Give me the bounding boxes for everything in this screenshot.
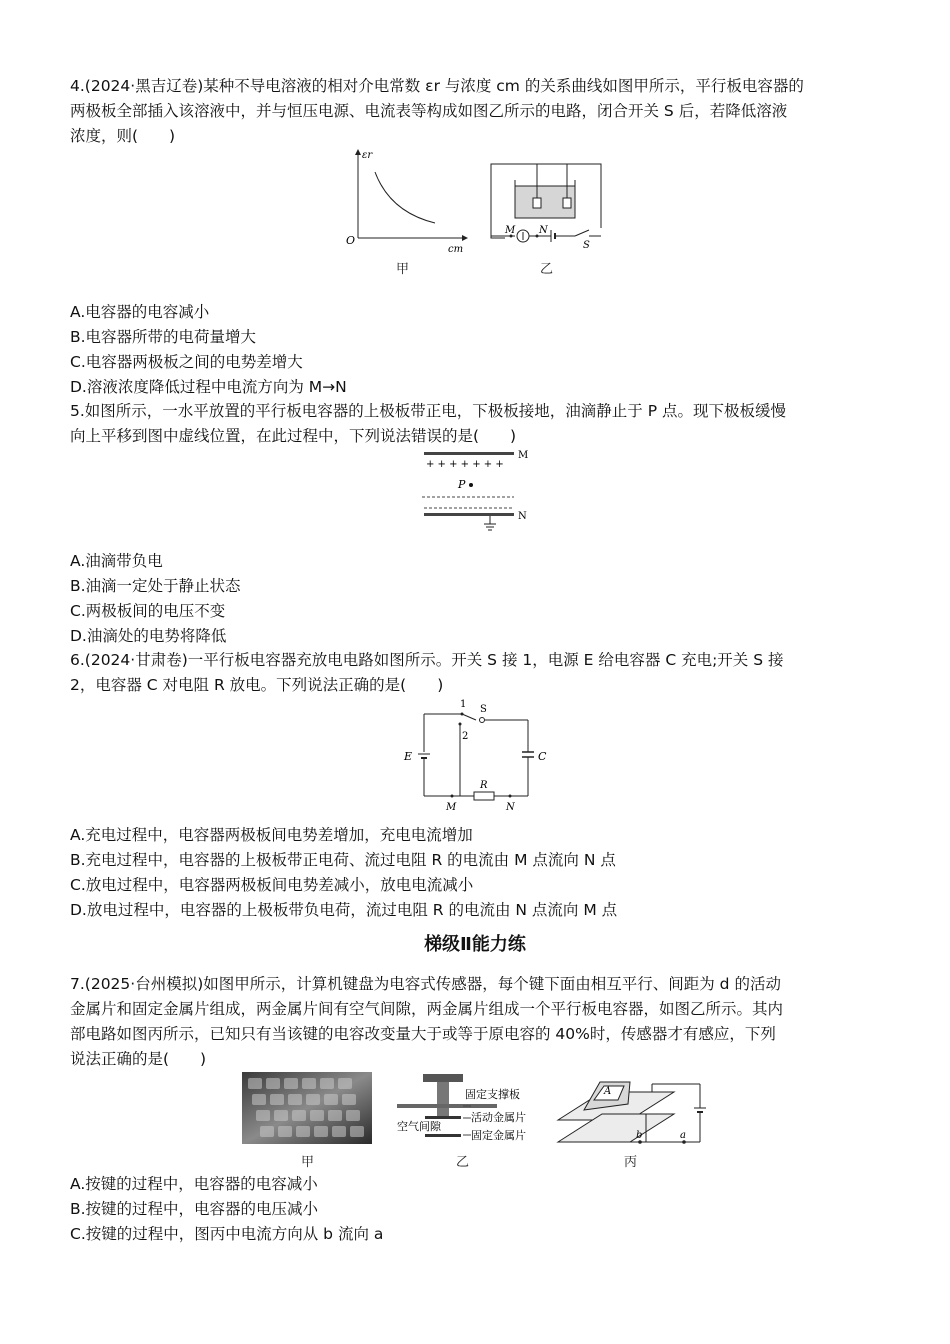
q6-option-d: D.放电过程中，电容器的上极板带负电荷，流过电阻 R 的电流由 N 点流向 M 点 xyxy=(70,901,618,919)
q6-label-m: M xyxy=(446,802,457,813)
q4-x-axis-label: cm xyxy=(448,244,464,255)
q7-key-structure xyxy=(395,1072,545,1148)
q6-label-n: N xyxy=(506,802,515,813)
q7-caption-a: 甲 xyxy=(301,1155,315,1170)
q7-option-b: B.按键的过程中，电容器的电压减小 xyxy=(70,1200,319,1218)
q4-label-m: M xyxy=(505,225,516,236)
q5-option-b: B.油滴一定处于静止状态 xyxy=(70,577,241,595)
q4-label-n: N xyxy=(539,225,548,236)
q7-label-fixed-support: 固定支撑板 xyxy=(465,1088,520,1101)
q7-line-4: 说法正确的是( ) xyxy=(70,1050,207,1068)
q5-option-d: D.油滴处的电势将降低 xyxy=(70,627,227,645)
q5-figure-capacitor xyxy=(418,446,538,532)
q5-line-1: 5.如图所示，一水平放置的平行板电容器的上极板带正电，下极板接地，油滴静止于 P 点。现下极板缓慢 xyxy=(70,402,786,420)
q4-option-a: A.电容器的电容减小 xyxy=(70,303,210,321)
q4-line-1: 4.(2024·黑吉辽卷)某种不导电溶液的相对介电常数 εr 与浓度 cm 的关系曲线如图甲所示，平行板电容器的 xyxy=(70,77,804,95)
q6-label-s: S xyxy=(480,704,487,715)
q7-label-key-a: A xyxy=(604,1086,612,1097)
q7-caption-c: 丙 xyxy=(624,1155,638,1170)
q5-label-n: N xyxy=(518,511,527,522)
q4-figure-circuit xyxy=(485,160,615,250)
q6-option-c: C.放电过程中，电容器两极板间电势差减小，放电电流减小 xyxy=(70,876,474,894)
section-heading: 梯级Ⅱ能力练 xyxy=(424,934,526,955)
q7-line-2: 金属片和固定金属片组成，两金属片间有空气间隙，两金属片组成一个平行板电容器，如图乙所示。其内 xyxy=(70,1000,784,1018)
q5-option-a: A.油滴带负电 xyxy=(70,552,163,570)
q4-option-c: C.电容器两极板之间的电势差增大 xyxy=(70,353,303,371)
q7-keyboard-photo xyxy=(242,1072,372,1144)
q4-origin-label: O xyxy=(346,234,356,247)
q5-label-m: M xyxy=(518,450,529,461)
q6-label-2: 2 xyxy=(462,731,469,742)
q7-line-1: 7.(2025·台州模拟)如图甲所示，计算机键盘为电容式传感器，每个键下面由相互平行、间距为 d 的活动 xyxy=(70,975,781,993)
q4-line-3: 浓度，则( ) xyxy=(70,127,176,145)
q7-option-a: A.按键的过程中，电容器的电容减小 xyxy=(70,1175,318,1193)
q6-label-1: 1 xyxy=(460,699,467,710)
q7-label-air-gap: 空气间隙 xyxy=(397,1120,441,1133)
q6-line-1: 6.(2024·甘肃卷)一平行板电容器充放电电路如图所示。开关 S 接 1，电源 E 给电容器 C 充电;开关 S 接 xyxy=(70,651,784,669)
q7-label-fixed-plate: 固定金属片 xyxy=(471,1129,526,1142)
q6-label-e: E xyxy=(404,750,413,763)
q6-label-r: R xyxy=(480,780,488,791)
q4-line-2: 两极板全部插入该溶液中，并与恒压电源、电流表等构成如图乙所示的电路，闭合开关 S 后，若降低溶液 xyxy=(70,102,788,120)
q4-caption-a: 甲 xyxy=(396,262,410,277)
q4-figure-graph xyxy=(340,146,470,256)
q6-option-b: B.充电过程中，电容器的上极板带正电荷、流过电阻 R 的电流由 M 点流向 N 点 xyxy=(70,851,616,869)
q7-line-3: 部电路如图丙所示，已知只有当该键的电容改变量大于或等于原电容的 40%时，传感器才有感应，下列 xyxy=(70,1025,776,1043)
q7-circuit xyxy=(556,1070,716,1152)
q6-line-2: 2，电容器 C 对电阻 R 放电。下列说法正确的是( ) xyxy=(70,676,444,694)
q6-figure-circuit xyxy=(398,696,558,816)
q6-label-c: C xyxy=(538,750,547,763)
q4-option-d: D.溶液浓度降低过程中电流方向为 M→N xyxy=(70,378,347,396)
q5-plus-signs: + + + + + + + xyxy=(426,459,504,470)
q5-option-c: C.两极板间的电压不变 xyxy=(70,602,226,620)
q4-y-axis-label: εr xyxy=(362,150,373,161)
q7-label-a: a xyxy=(680,1130,686,1141)
q7-label-moving-plate: 活动金属片 xyxy=(471,1111,526,1124)
q4-option-b: B.电容器所带的电荷量增大 xyxy=(70,328,257,346)
q7-option-c: C.按键的过程中，图丙中电流方向从 b 流向 a xyxy=(70,1225,384,1243)
q5-label-p: P xyxy=(458,478,466,491)
q4-caption-b: 乙 xyxy=(540,262,554,277)
q7-label-b: b xyxy=(636,1130,643,1141)
q7-caption-b: 乙 xyxy=(456,1155,470,1170)
q5-line-2: 向上平移到图中虚线位置，在此过程中，下列说法错误的是( ) xyxy=(70,427,517,445)
q4-label-s: S xyxy=(583,240,590,250)
q6-option-a: A.充电过程中，电容器两极板间电势差增加，充电电流增加 xyxy=(70,826,473,844)
